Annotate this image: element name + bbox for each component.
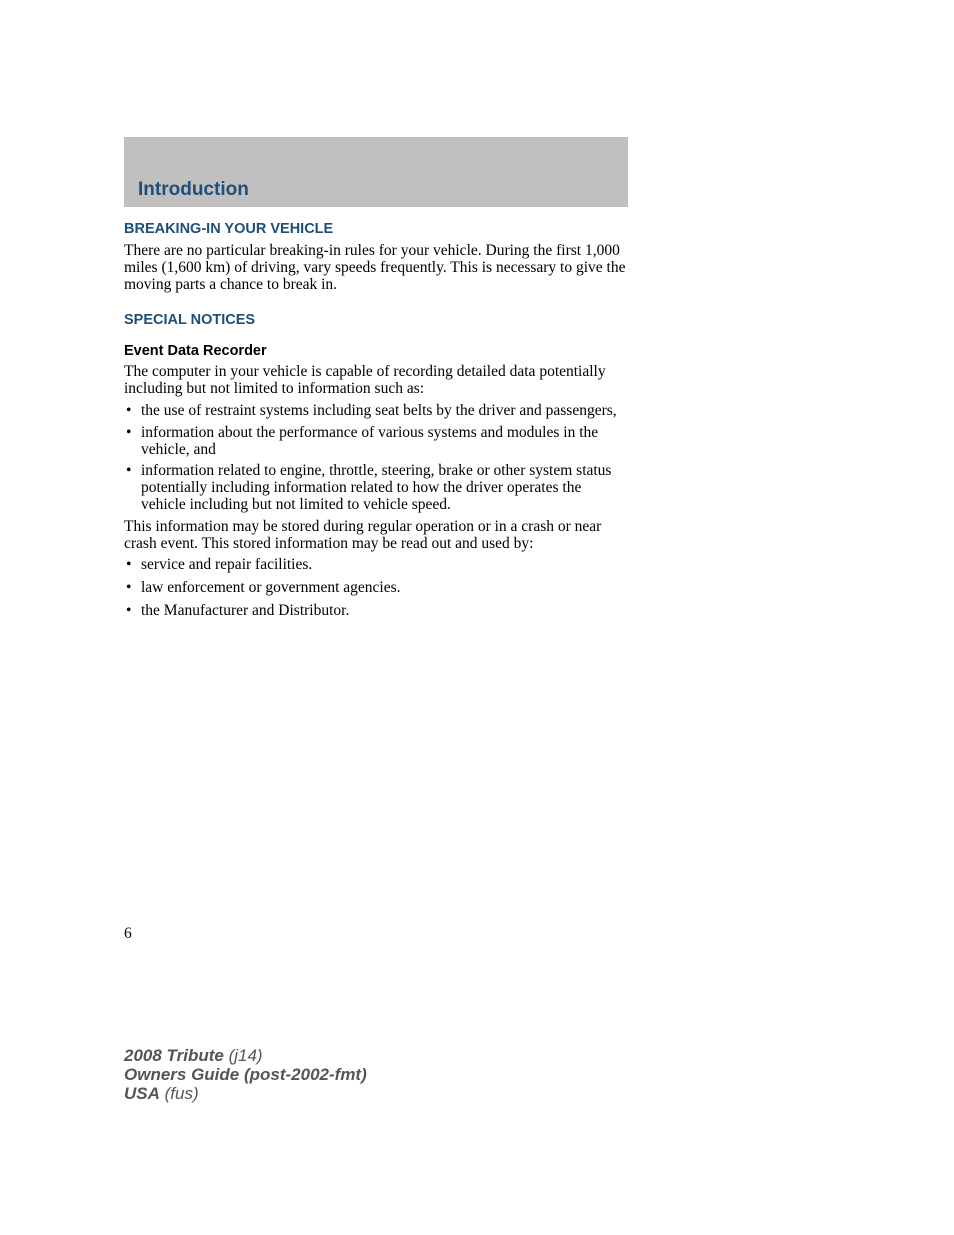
- footer-line-model: [124, 1046, 367, 1065]
- edr-data-list: [124, 403, 628, 514]
- footer-region: USA: [124, 1084, 160, 1103]
- footer-model: 2008 Tribute: [124, 1046, 224, 1065]
- list-item: • information related to engine, throttle, steering, brake or other system status potentially including information related to how the driver operates the vehicle including but not limited to vehicle speed.: [124, 463, 628, 513]
- document-footer: [124, 1046, 367, 1103]
- special-notices-heading: SPECIAL NOTICES: [124, 312, 256, 329]
- list-item: • the Manufacturer and Distributor.: [124, 603, 628, 620]
- breaking-in-body: There are no particular breaking-in rules for your vehicle. During the first 1,000 miles (1,600 km) of driving, vary speeds frequently. This is necessary to give the moving parts a chance to break in.: [124, 242, 626, 293]
- list-item: • information about the performance of various systems and modules in the vehicle, and: [124, 425, 628, 459]
- list-item: • the use of restraint systems including seat belts by the driver and passengers,: [124, 403, 628, 420]
- footer-model-code: (j14): [228, 1046, 263, 1065]
- footer-line-guide: [124, 1065, 367, 1084]
- breaking-in-heading: BREAKING-IN YOUR VEHICLE: [124, 221, 334, 237]
- event-data-recorder-heading: Event Data Recorder: [124, 343, 267, 360]
- section-title: Introduction: [138, 179, 249, 200]
- edr-users-list: [124, 557, 628, 619]
- page-number: 6: [124, 925, 132, 942]
- list-item: • service and repair facilities.: [124, 557, 628, 574]
- edr-intro-paragraph: The computer in your vehicle is capable of recording detailed data potentially including but not limited to information such as:: [124, 363, 606, 398]
- section-header-band: [124, 137, 628, 207]
- edr-storage-paragraph: This information may be stored during regular operation or in a crash or near crash event. This stored information may be read out and used by:: [124, 517, 602, 552]
- footer-line-region: [124, 1084, 367, 1103]
- page-content: [124, 220, 628, 620]
- list-item: • law enforcement or government agencies.: [124, 580, 628, 597]
- footer-region-code: (fus): [164, 1084, 199, 1103]
- footer-guide-title: Owners Guide (post-2002-fmt): [124, 1065, 367, 1084]
